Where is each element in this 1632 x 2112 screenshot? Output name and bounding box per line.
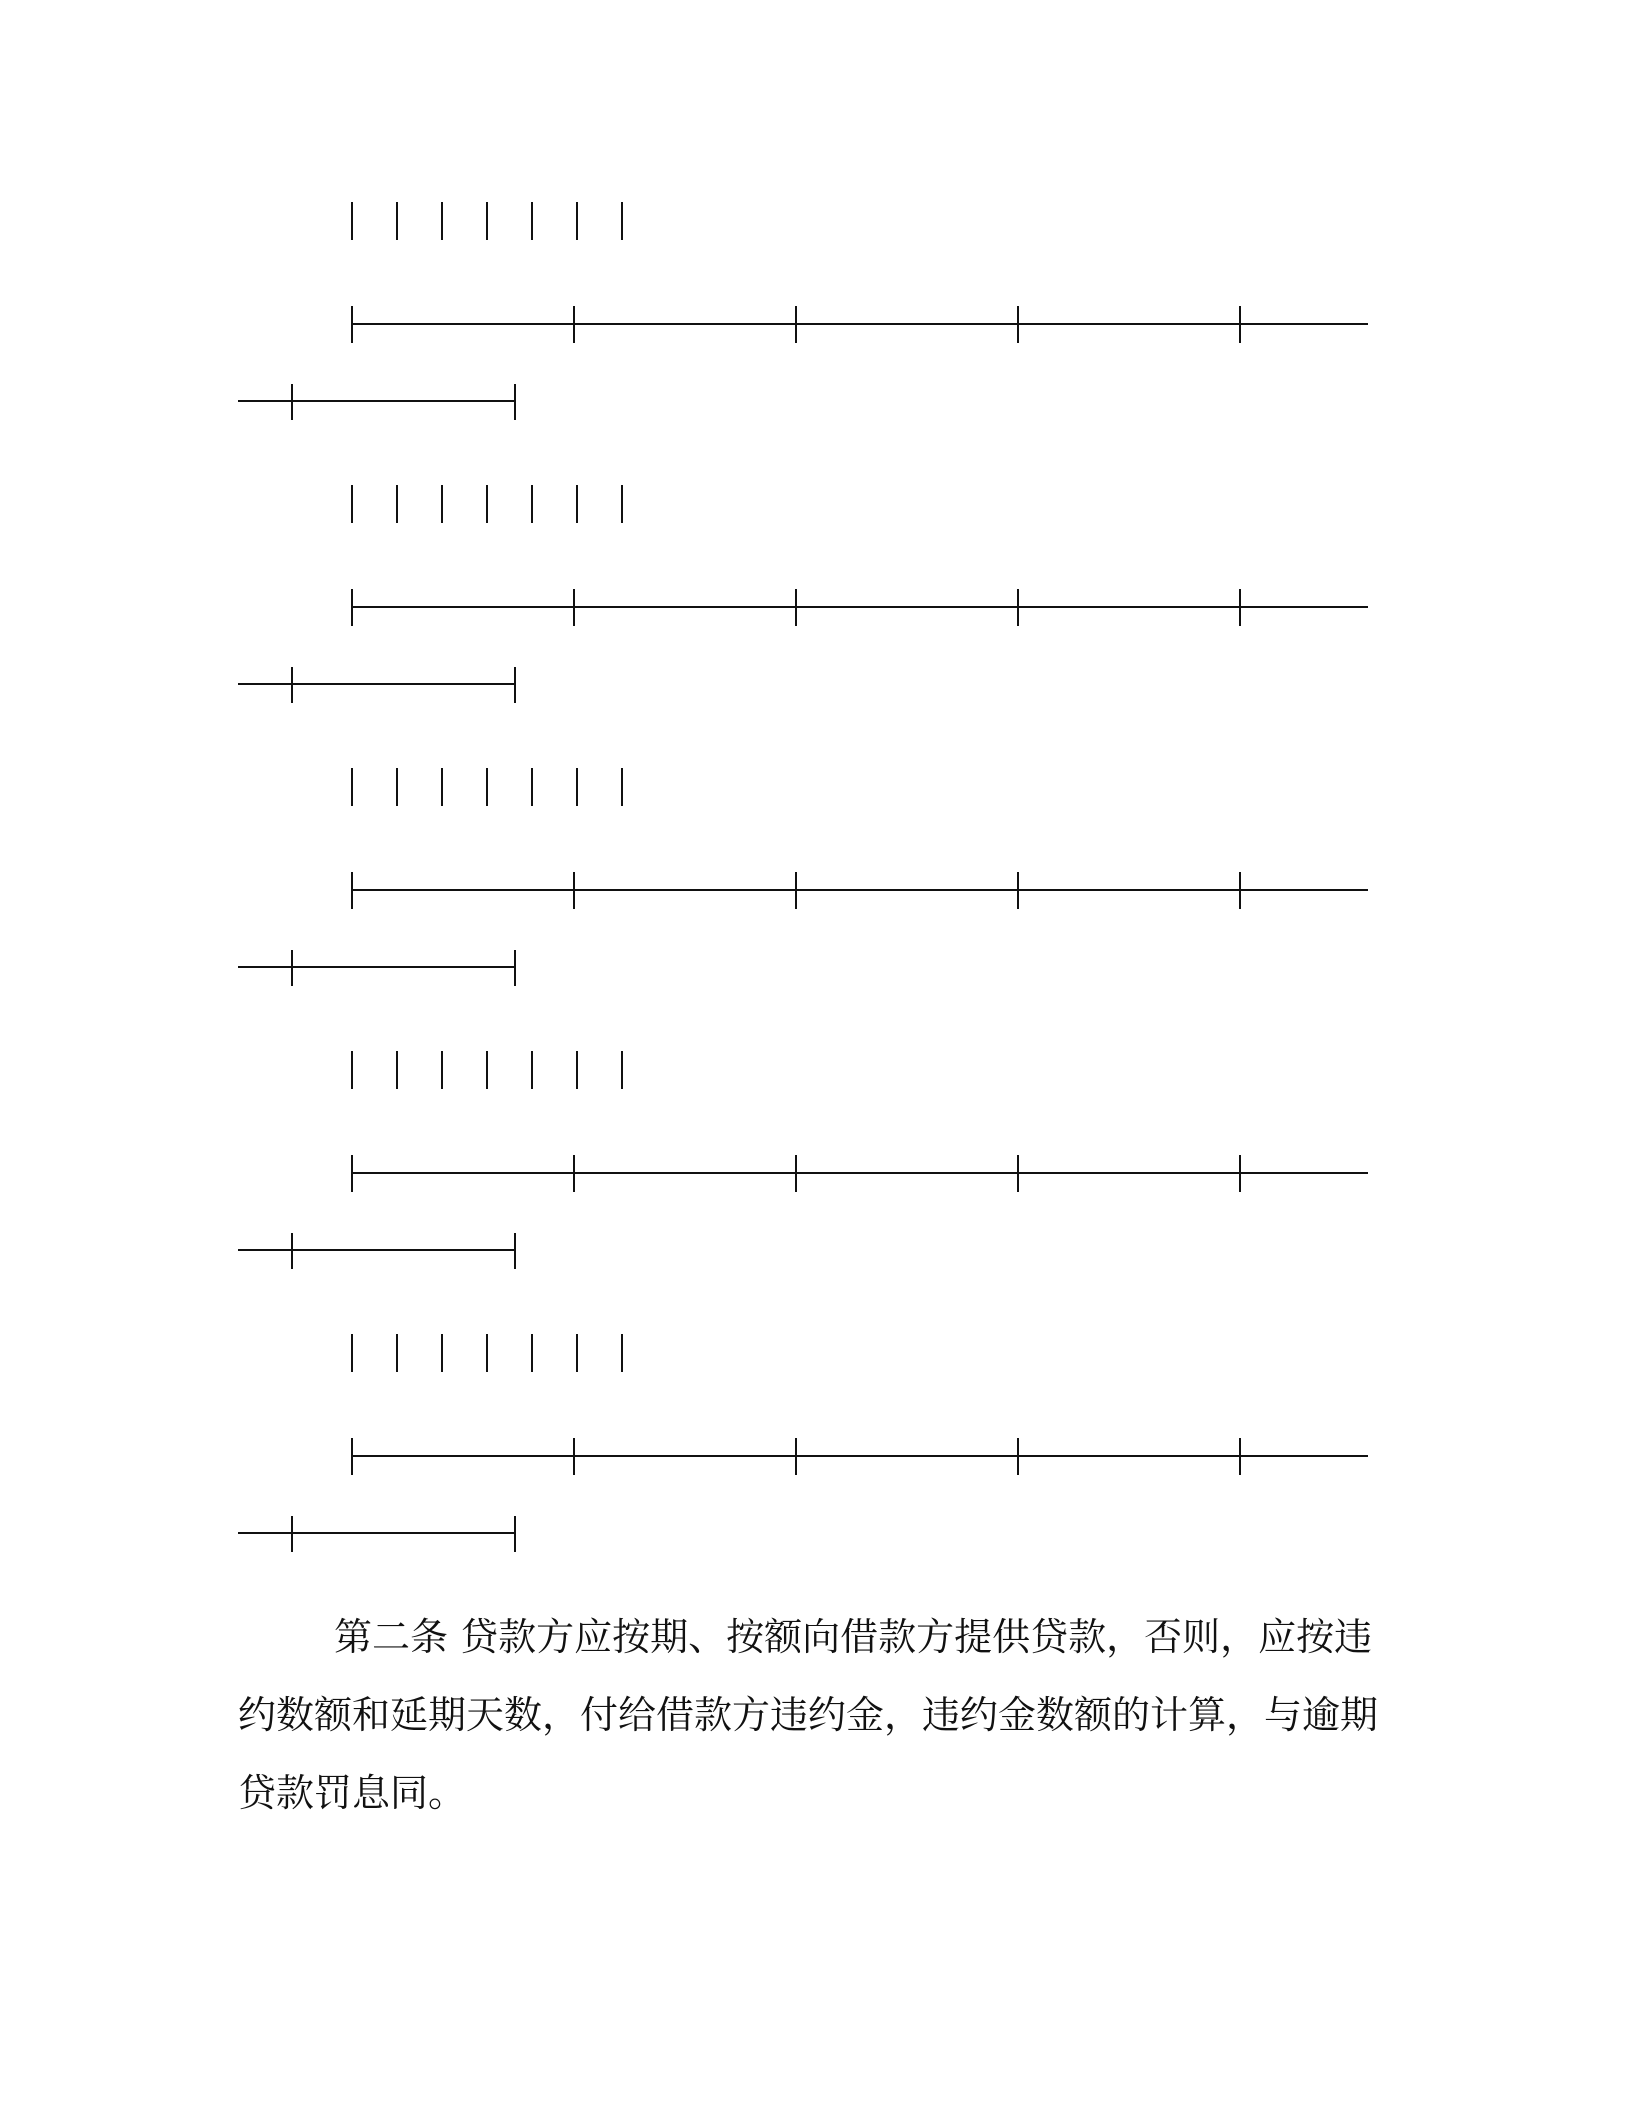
article-text: 贷款方应按期、按额向借款方提供贷款，否则，应按违约数额和延期天数，付给借款方违约金，违约金数额的计算，与逾期贷款罚息同。 xyxy=(238,1615,1379,1815)
article-number: 第二条 xyxy=(334,1615,449,1659)
article-paragraph xyxy=(238,1598,1388,1832)
